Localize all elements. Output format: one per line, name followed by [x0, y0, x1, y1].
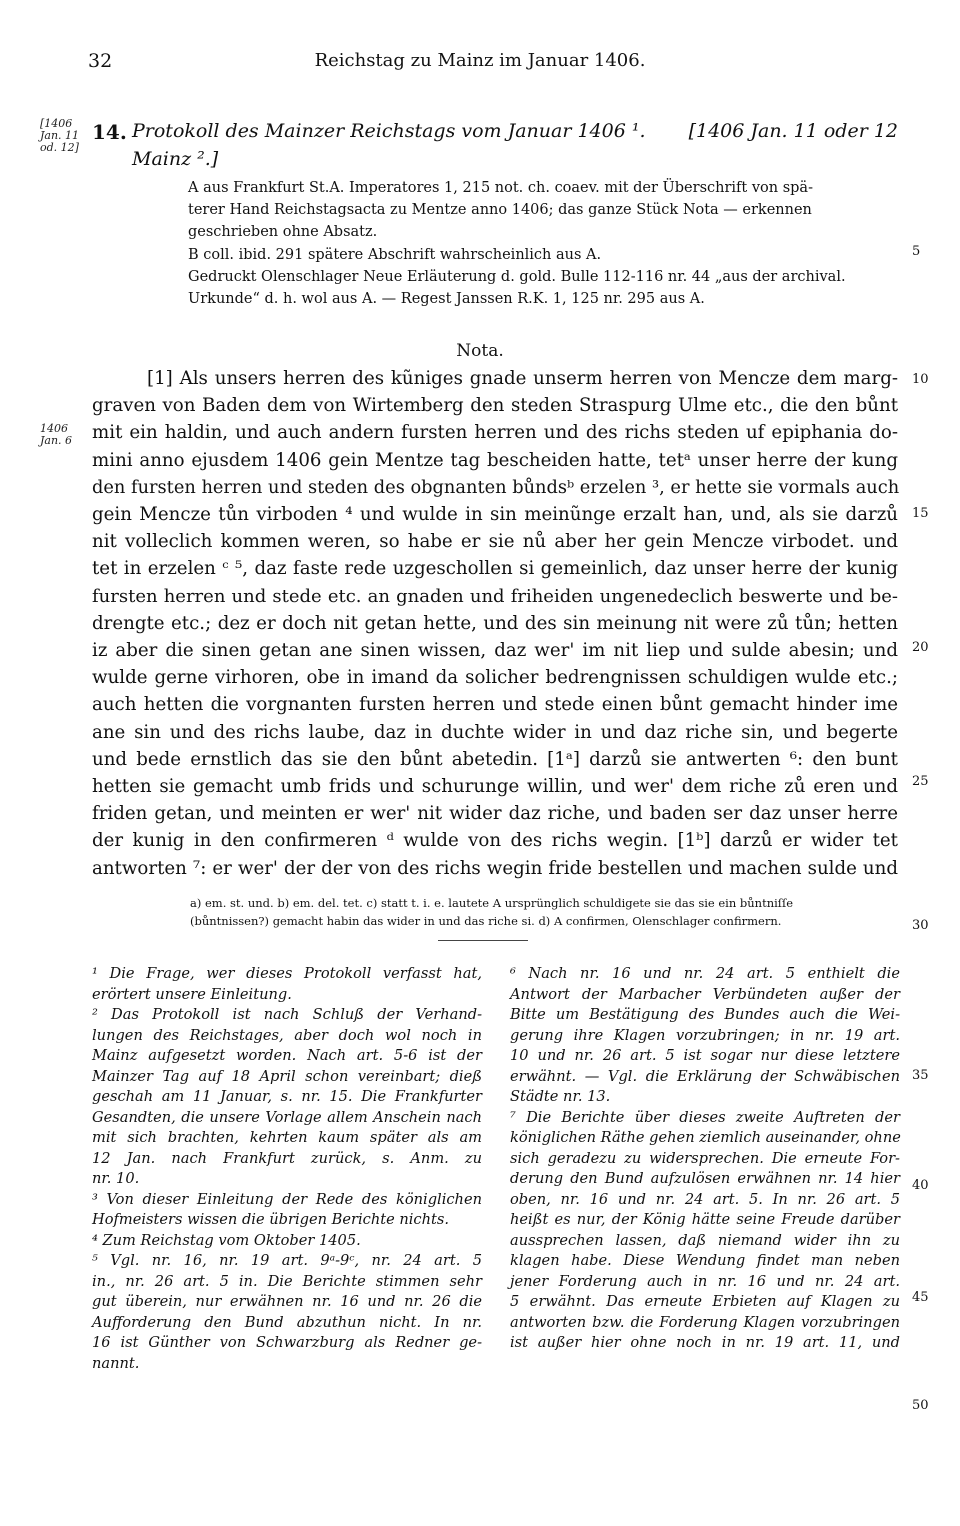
footnote-line: heißt es nur, der König hätte seine Freude darüber [510, 1211, 900, 1228]
footnote-line: ⁴ Zum Reichstag vom Oktober 1405. [92, 1231, 361, 1249]
margin-line: [1406 [40, 117, 73, 130]
footnote-line: gerung ihre Klagen vorzubringen; in nr. 19 art. [510, 1026, 900, 1044]
apparatus-line: (bůntnissen?) gemacht habin das wider in und das riche si. d) A confirmen, Olenschlager confirmern. [190, 914, 782, 928]
text-line: auch hetten die vorgnanten fursten herren und stede einen bůnt gemacht hinder ime [92, 694, 898, 716]
footnote-line: ⁵ Vgl. nr. 16, nr. 19 art. 9ᵃ-9ᶜ, nr. 24 art. 5 [92, 1252, 482, 1269]
source-line: terer Hand Reichstagsacta zu Mentze anno 1406; das ganze Stück Nota — erkennen [188, 202, 812, 219]
footnote-line: jener Forderung auch in nr. 16 und nr. 24 art. [510, 1272, 900, 1290]
footnote-divider [438, 940, 528, 941]
footnote-line: erörtert unsere Einleitung. [92, 985, 292, 1003]
footnote-line: 12 Jan. nach Frankfurt zurück, s. Anm. zu [92, 1149, 482, 1167]
footnote-line: 16 ist Günther von Schwarzburg als Redner ge- [92, 1334, 482, 1351]
footnote-line: Städte nr. 13. [510, 1088, 611, 1105]
document-number: 14. [92, 120, 127, 144]
footnote-line: königlichen Räthe gehen ziemlich auseinander, ohne [510, 1129, 901, 1146]
text-line: drengte etc.; dez er doch nit getan hette, und des sin meinung nit were zů tůn; hetten [92, 612, 898, 634]
footnote-line: Gesandten, die unsere Vorlage allem Anschein nach [92, 1108, 482, 1126]
margin-line: Jan. 11 [40, 129, 80, 142]
footnote-line: Antwort der Marbacher Verbündeten außer der [510, 985, 900, 1003]
line-number: 5 [912, 244, 921, 259]
text-line: tet in erzelen ᶜ ⁵, daz faste rede uzgeschollen si gemeinlich, daz unser herre der kunig [92, 558, 898, 580]
source-line: Gedruckt Olenschlager Neue Erläuterung d. gold. Bulle 112-116 nr. 44 „aus der archival. [188, 268, 846, 285]
text-line: graven von Baden dem von Wirtemberg den steden Straspurg Ulme etc., die den bůnt [92, 395, 898, 417]
footnote-line: Mainz aufgesetzt worden. Nach art. 5-6 ist der [92, 1047, 482, 1064]
text-line: wulde gerne virhoren, obe in imand da solicher bedrengnissen schuldigen wulde etc.; [92, 667, 898, 689]
footnote-line: Mainzer Tag auf 18 April schon vereinbart; dieß [92, 1067, 482, 1085]
text-line: der kunig in den confirmeren ᵈ wulde von des richs wegin. [1ᵇ] darzů er wider tet [92, 830, 898, 852]
source-line: A aus Frankfurt St.A. Imperatores 1, 215 not. ch. coaev. mit der Überschrift von spä- [188, 180, 813, 196]
footnote-line: 5 erwähnt. Das erneute Erbieten auf Klagen zu [510, 1293, 900, 1310]
footnote-line: geschah am 11 Januar, s. nr. 15. Die Frankfurter [92, 1088, 482, 1105]
footnote-line: ⁷ Die Berichte über dieses zweite Auftreten der [510, 1108, 900, 1126]
source-line: Urkunde“ d. h. wol aus A. — Regest Janssen R.K. 1, 125 nr. 295 aus A. [188, 291, 705, 307]
page-number: 32 [88, 50, 113, 72]
footnote-line: mit sich brachten, kehrten kaum später als am [92, 1129, 482, 1146]
footnote-line: ³ Von dieser Einleitung der Rede des königlichen [92, 1190, 482, 1208]
nota-heading: Nota. [456, 341, 504, 361]
line-number: 45 [912, 1290, 929, 1305]
footnote-line: ist außer hier ohne noch in nr. 19 art. 11, und [510, 1334, 900, 1351]
footnote-line: nr. 10. [92, 1170, 140, 1187]
footnote-line: nannt. [92, 1354, 140, 1372]
text-line: fursten herren und stede etc. an gnaden und friheiden ungenedeclich beswerte und be- [92, 585, 898, 607]
footnote-line: Hofmeisters wissen die übrigen Berichte nichts. [92, 1211, 449, 1228]
document-dating: [1406 Jan. 11 oder 12 [688, 120, 898, 142]
left-margin-date-mid [40, 423, 72, 447]
line-number: 30 [912, 918, 929, 933]
text-line: ane sin und des richs laube, daz in duchte wider in und daz riche sin, und begerte [92, 721, 898, 743]
line-number: 20 [912, 640, 929, 655]
text-line: mini anno ejusdem 1406 gein Mentze tag bescheiden hatte, tetᵃ unser herre der kung [92, 449, 898, 471]
apparatus-line: a) em. st. und. b) em. del. tet. c) statt t. i. e. lautete A ursprünglich schuldigete sie das sie ein bůntniſſe [190, 896, 794, 910]
footnote-line: sich geradezu zu widersprechen. Die erneute For- [510, 1149, 900, 1167]
footnote-line: derung den Bund aufzulösen erwähnen nr. 14 hier [510, 1170, 900, 1187]
line-number: 40 [912, 1178, 929, 1193]
footnote-line: ⁶ Nach nr. 16 und nr. 24 art. 5 enthielt die [510, 965, 900, 982]
footnote-line: 10 und nr. 26 art. 5 ist sogar nur diese letztere [510, 1047, 900, 1064]
footnote-line: in., nr. 26 art. 5 in. Die Berichte stimmen sehr [92, 1272, 482, 1290]
footnote-line: ¹ Die Frage, wer dieses Protokoll verfasst hat, [92, 965, 482, 982]
footnote-line: aussprechen lassen, daß niemand wider ihn zu [510, 1231, 900, 1249]
document-place: Mainz ².] [132, 148, 219, 170]
text-line: friden getan, und meinten er wer' nit wider daz riche, und baden ser daz unser herre [92, 803, 898, 825]
line-number: 25 [912, 774, 929, 789]
footnote-line: erwähnt. — Vgl. die Erklärung der Schwäbischen [510, 1067, 900, 1085]
document-title: Protokoll des Mainzer Reichstags vom Januar 1406 ¹. [132, 120, 646, 142]
footnote-line: klagen habe. Diese Wendung findet man neben [510, 1252, 900, 1269]
text-line: iz aber die sinen getan ane sinen wissen, daz wer' im nit liep und sulde abesin; und [92, 640, 898, 661]
margin-line: 1406 [40, 422, 68, 435]
line-number: 35 [912, 1068, 929, 1083]
source-line: B coll. ibid. 291 spätere Abschrift wahrscheinlich aus A. [188, 246, 602, 263]
footnote-line: Bitte um Bestätigung des Bundes auch die Wei- [510, 1006, 900, 1023]
footnote-line: oben, nr. 16 und nr. 24 art. 5. In nr. 26 art. 5 [510, 1190, 900, 1208]
margin-line: Jan. 6 [40, 434, 73, 447]
source-line: geschrieben ohne Absatz. [188, 224, 378, 241]
left-margin-date-top [40, 118, 79, 154]
running-head: Reichstag zu Mainz im Januar 1406. [314, 50, 646, 71]
footnote-line: Aufforderung den Bund abzuthun nicht. In nr. [92, 1313, 482, 1331]
text-line: [1] Als unsers herren des kũniges gnade unserm herren von Mencze dem marg- [147, 368, 898, 389]
text-line: antworten ⁷: er wer' der der von des richs wegin fride bestellen und machen sulde und [92, 857, 898, 879]
margin-line: od. 12] [40, 141, 79, 154]
line-number: 15 [912, 506, 929, 521]
footnote-line: ² Das Protokoll ist nach Schluß der Verhand- [92, 1006, 482, 1023]
line-number: 10 [912, 372, 929, 387]
line-number: 50 [912, 1398, 929, 1413]
text-line: mit ein haldin, und auch andern fursten herren und des richs steden uf epiphania do- [92, 422, 898, 444]
text-line: nit volleclich kommen weren, so habe er sie nů aber her gein Mencze virbodet. und [92, 531, 898, 553]
text-line: den fursten herren und steden des obgnanten bůndsᵇ erzelen ³, er hette sie vormals auch [92, 476, 900, 498]
text-line: und bede ernstlich das sie den bůnt abetedin. [1ᵃ] darzů sie antwerten ⁶: den bunt [92, 748, 898, 770]
text-line: gein Mencze tůn virboden ⁴ und wulde in sin meinũnge erzalt han, und, als sie darzů [92, 504, 898, 525]
footnote-line: antworten bzw. die Forderung Klagen vorzubringen [510, 1313, 900, 1331]
text-line: hetten sie gemacht umb frids und schurunge willin, und wer' dem riche zů eren und [92, 776, 898, 797]
footnote-line: lungen des Reichstages, aber doch wol noch in [92, 1026, 482, 1044]
footnote-line: gut überein, nur erwähnen nr. 16 und nr. 26 die [92, 1293, 482, 1310]
